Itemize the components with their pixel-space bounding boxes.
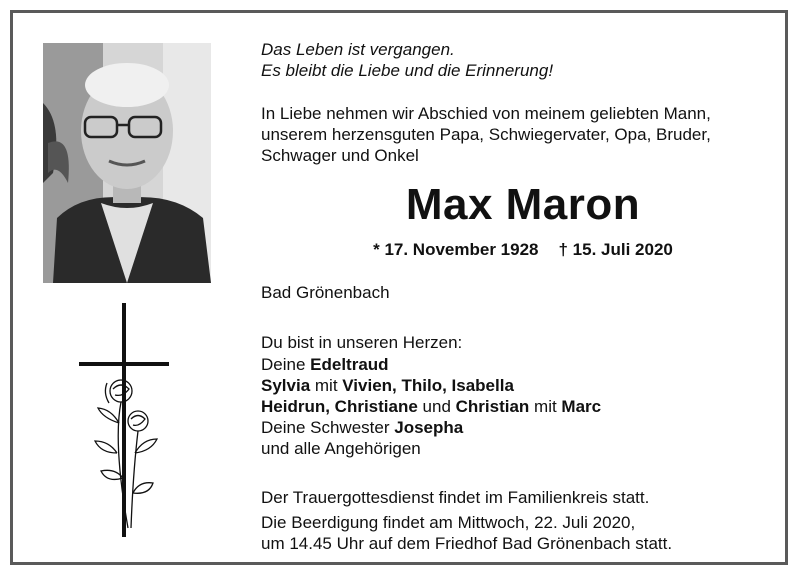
mourner-prefix: Deine [261, 355, 311, 374]
cross-with-roses-icon [73, 303, 183, 543]
mourner-name: Josepha [394, 418, 464, 437]
mourner-name: Marc [561, 397, 602, 416]
intro-line-2: unserem herzensguten Papa, Schwiegervater, Opa, Bruder, [261, 125, 711, 144]
intro-line-1: In Liebe nehmen wir Abschied von meinem geliebten Mann, [261, 104, 711, 123]
portrait-photo [43, 43, 211, 283]
birth-date: * 17. November 1928 [373, 240, 539, 259]
motto-text [261, 39, 553, 81]
mourner-connector: mit [310, 376, 343, 395]
mourner-connector: und [417, 397, 456, 416]
intro-text [261, 103, 711, 166]
mourner-name: Heidrun, Christiane [261, 397, 418, 416]
mourner-row-5: und alle Angehörigen [261, 439, 421, 458]
mourner-row-4 [261, 417, 601, 438]
mourners-heading: Du bist in unseren Herzen: [261, 333, 463, 352]
mourner-row-1 [261, 354, 601, 375]
obituary-frame [10, 10, 788, 565]
intro-line-3: Schwager und Onkel [261, 146, 419, 165]
burial-line-2: um 14.45 Uhr auf dem Friedhof Bad Grönenbach statt. [261, 534, 673, 553]
motto-line-1: Das Leben ist vergangen. [261, 40, 455, 59]
residence-place: Bad Grönenbach [261, 283, 390, 302]
mourners-list [261, 354, 601, 459]
mourner-name: Vivien, Thilo, Isabella [342, 376, 514, 395]
burial-notice [261, 512, 672, 554]
burial-line-1: Die Beerdigung findet am Mittwoch, 22. Juli 2020, [261, 513, 636, 532]
service-notice: Der Trauergottesdienst findet im Familienkreis statt. [261, 488, 650, 507]
motto-line-2: Es bleibt die Liebe und die Erinnerung! [261, 61, 554, 80]
life-dates [261, 239, 785, 260]
death-date: † 15. Juli 2020 [558, 240, 673, 259]
deceased-name: Max Maron [405, 180, 641, 229]
mourner-name: Sylvia [261, 376, 311, 395]
mourner-name: Christian [455, 397, 530, 416]
mourner-prefix: Deine Schwester [261, 418, 395, 437]
mourner-row-2 [261, 375, 601, 396]
mourner-name: Edeltraud [310, 355, 389, 374]
mourner-connector: mit [529, 397, 562, 416]
mourner-row-3 [261, 396, 601, 417]
